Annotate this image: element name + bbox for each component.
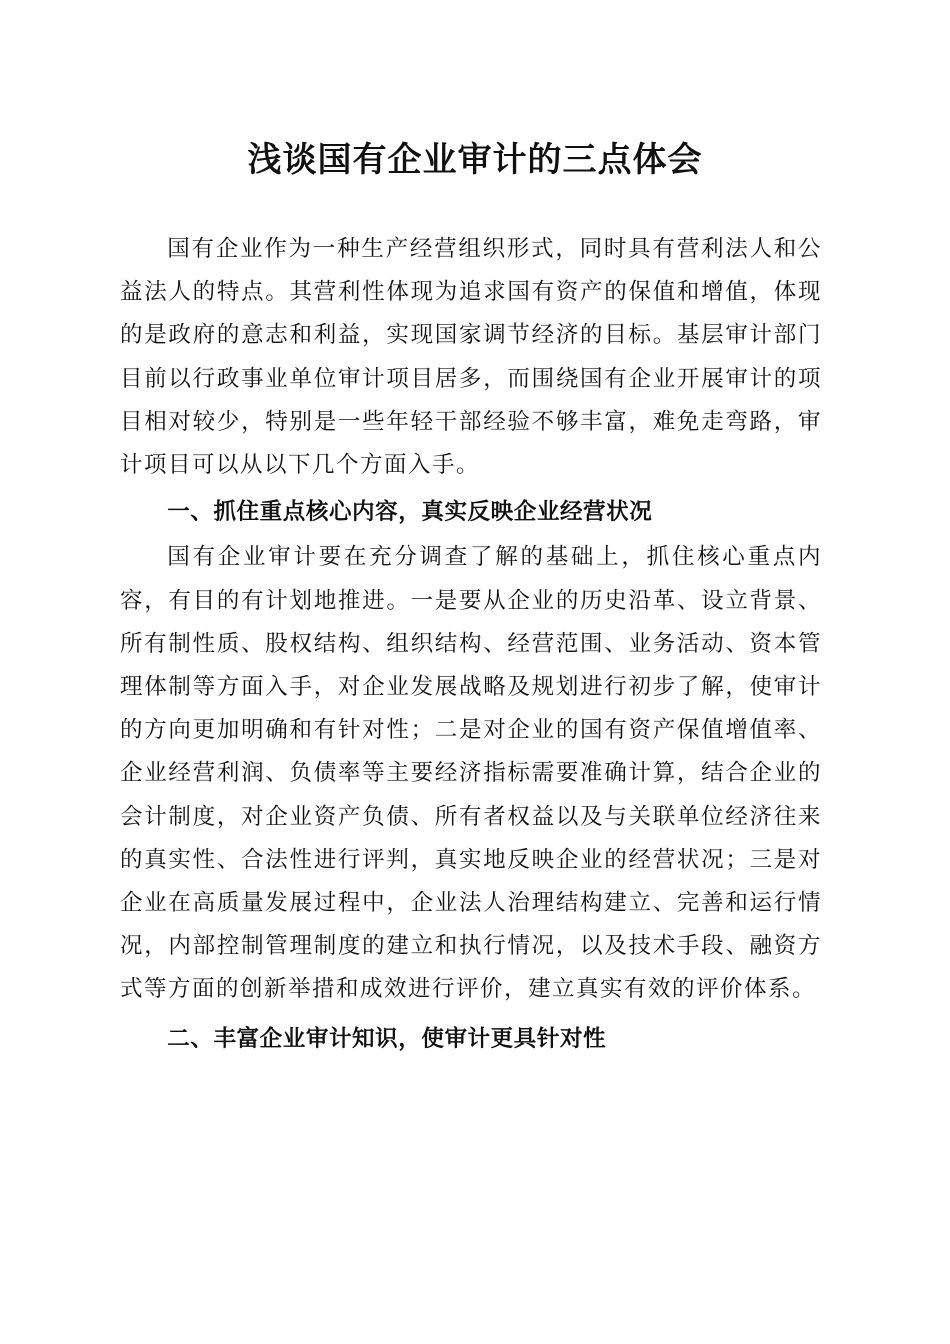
- section-2-heading: 二、丰富企业审计知识，使审计更具针对性: [167, 1025, 607, 1052]
- document-title: 浅谈国有企业审计的三点体会: [247, 140, 703, 180]
- intro-paragraph: 国有企业作为一种生产经营组织形式，同时具有营利法人和公益法人的特点。其营利性体现为追求国有资产的保值和增值，体现的是政府的意志和利益，实现国家调节经济的目标。基层审计部门目前以行政事业单位审计项目居多，而围绕国有企业开展审计的项目相对较少，特别是一些年轻干部经验不够丰富，难免走弯路，审计项目可以从以下几个方面入手。: [120, 236, 822, 479]
- section-1-heading: 一、抓住重点核心内容，真实反映企业经营状况: [167, 499, 653, 526]
- section-1-paragraph: 国有企业审计要在充分调查了解的基础上，抓住核心重点内容，有目的有计划地推进。一是要从企业的历史沿革、设立背景、所有制性质、股权结构、组织结构、经营范围、业务活动、资本管理体制等方面入手，对企业发展战略及规划进行初步了解，使审计的方向更加明确和有针对性；二是对企业的国有资产保值增值率、企业经营利润、负债率等主要经济指标需要准确计算，结合企业的会计制度，对企业资产负债、所有者权益以及与关联单位经济往来的真实性、合法性进行评判，真实地反映企业的经营状况；三是对企业在高质量发展过程中，企业法人治理结构建立、完善和运行情况，内部控制管理制度的建立和执行情况，以及技术手段、融资方式等方面的创新举措和成效进行评价，建立真实有效的评价体系。: [120, 544, 822, 1003]
- document-body: [120, 228, 822, 1061]
